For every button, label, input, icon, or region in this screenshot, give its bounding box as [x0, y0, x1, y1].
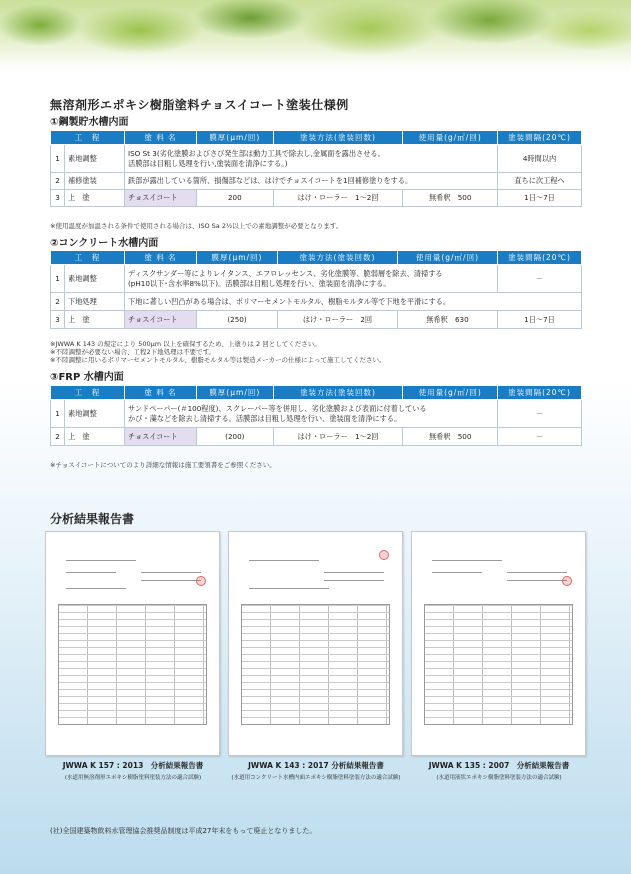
- report-document-thumbnail: [45, 531, 220, 756]
- row-product: チョスイコート: [125, 311, 197, 329]
- report-caption: [216, 760, 416, 781]
- row-num: 2: [51, 293, 65, 311]
- row-process: 上 塗: [65, 311, 125, 329]
- note: ※JWWA K 143 の規定により 500μm 以上を確保するため、上塗りは 2 回としてください。: [50, 340, 321, 348]
- report-caption-title: JWWA K 135 : 2007 分析結果報告書: [428, 761, 570, 770]
- row-amount: 無希釈 500: [403, 190, 498, 207]
- note: ※使用温度が加温される条件で使用される場合は、ISO Sa 2½以上での素地調整が必要となります。: [50, 222, 343, 230]
- spec-table-concrete: [50, 250, 582, 329]
- row-description: 鉄部が露出している箇所、損傷部などは、はけでチョスイコートを1回補修塗りをする。: [125, 173, 498, 190]
- table-row: [51, 145, 582, 173]
- col-amount: 使用量(g/㎡/回): [403, 386, 498, 400]
- row-description: ISO St 3(劣化塗膜およびさび発生部は動力工具で除去し,金属面を露出させる。 活膜部は目粗し処理を行い,塗装面を清浄にする。): [125, 145, 498, 173]
- row-product: チョスイコート: [125, 428, 197, 446]
- row-thickness: (250): [197, 311, 278, 329]
- table-row: [51, 173, 582, 190]
- row-num: 1: [51, 145, 65, 173]
- row-num: 3: [51, 311, 65, 329]
- row-process: 下地処理: [65, 293, 125, 311]
- row-method: はけ・ローラー 1～2回: [273, 428, 403, 446]
- report-caption-title: JWWA K 143 : 2017 分析結果報告書: [248, 761, 384, 770]
- col-interval: 塗装間隔(20℃): [498, 386, 582, 400]
- report-document-thumbnail: [228, 531, 403, 756]
- report-caption: [33, 760, 233, 781]
- col-product: 塗 料 名: [125, 386, 197, 400]
- row-num: 1: [51, 265, 65, 293]
- row-num: 1: [51, 400, 65, 428]
- row-thickness: (200): [197, 428, 274, 446]
- header-foliage-banner: [0, 0, 631, 70]
- row-num: 2: [51, 173, 65, 190]
- report-caption-subtitle: (水道用コンクリート水槽内面エポキシ樹脂塗料塗装方法の適合試験): [231, 775, 401, 781]
- row-process: 素地調整: [65, 400, 125, 428]
- col-thickness: 膜厚(μm/回): [197, 251, 278, 265]
- row-description: 下地に著しい凹凸がある場合は、ポリマーセメントモルタル、樹脂モルタル等で下地を平滑にする。: [125, 293, 582, 311]
- row-num: 2: [51, 428, 65, 446]
- row-amount: 無希釈 630: [397, 311, 497, 329]
- footer-note: (社)全国建築物飲料水管理協会推奨品制度は平成27年末をもって廃止となりました。: [50, 827, 317, 835]
- report-caption-subtitle: (水道用液状エポキシ樹脂塗料塗装方法の適合試験): [436, 775, 562, 781]
- row-interval: 1日～7日: [498, 190, 582, 207]
- table-row: [51, 428, 582, 446]
- row-thickness: 200: [197, 190, 274, 207]
- report-caption-title: JWWA K 157 : 2013 分析結果報告書: [62, 761, 204, 770]
- general-note: ※チョスイコートについてのより詳細な情報は施工要領書をご参照ください。: [50, 461, 276, 469]
- report-section-title: 分析結果報告書: [50, 512, 135, 526]
- col-interval: 塗装間隔(20℃): [498, 131, 582, 145]
- table-row: [51, 190, 582, 207]
- table-row: [51, 293, 582, 311]
- report-caption: [399, 760, 599, 781]
- row-method: はけ・ローラー 2回: [278, 311, 398, 329]
- col-process: 工 程: [51, 131, 125, 145]
- col-method: 塗装方法(塗装回数): [273, 386, 403, 400]
- row-description: サンドペーパー(＃100程度)、スクレーパー等を併用し、劣化塗膜および表面に付着している かび・藻などを除去し清掃する。活膜部は目粗し処理を行い、塗装面を清浄にする。: [125, 400, 498, 428]
- col-product: 塗 料 名: [125, 251, 197, 265]
- note: ※不陸調整が必要ない場合、工程2下地処理は不要です。: [50, 348, 216, 356]
- spec-table-frp: [50, 385, 582, 446]
- col-amount: 使用量(g/㎡/回): [397, 251, 497, 265]
- col-method: 塗装方法(塗装回数): [273, 131, 403, 145]
- col-product: 塗 料 名: [125, 131, 197, 145]
- row-product: チョスイコート: [125, 190, 197, 207]
- row-process: 素地調整: [65, 265, 125, 293]
- row-interval: －: [498, 265, 582, 293]
- col-thickness: 膜厚(μm/回): [197, 131, 274, 145]
- row-process: 上 塗: [65, 190, 125, 207]
- table-header-row: [51, 386, 582, 400]
- row-description: ディスクサンダー等によりレイタンス、エフロレッセンス、劣化塗膜等、脆弱層を除去、清掃する (pH10以下･含水率8%以下)。活膜部は目粗し処理を行い、塗装面を清浄にする。: [125, 265, 498, 293]
- report-document-thumbnail: [411, 531, 586, 756]
- table-row: [51, 311, 582, 329]
- col-method: 塗装方法(塗装回数): [278, 251, 398, 265]
- row-interval: 4時間以内: [498, 145, 582, 173]
- report-caption-subtitle: (水道用無溶剤形エポキシ樹脂塗料塗装方法の適合試験): [64, 775, 202, 781]
- col-interval: 塗装間隔(20℃): [498, 251, 582, 265]
- col-amount: 使用量(g/㎡/回): [403, 131, 498, 145]
- section-title-concrete: ②コンクリート水槽内面: [50, 238, 159, 249]
- row-interval: －: [498, 428, 582, 446]
- row-interval: 直ちに次工程へ: [498, 173, 582, 190]
- row-num: 3: [51, 190, 65, 207]
- row-method: はけ・ローラー 1～2回: [273, 190, 403, 207]
- row-amount: 無希釈 500: [403, 428, 498, 446]
- row-interval: －: [498, 400, 582, 428]
- row-process: 素地調整: [65, 145, 125, 173]
- table-header-row: [51, 251, 582, 265]
- section-title-steel: ①鋼製貯水槽内面: [50, 117, 129, 128]
- page-title: 無溶剤形エポキシ樹脂塗料チョスイコート塗装仕様例: [50, 98, 349, 112]
- table-row: [51, 400, 582, 428]
- row-interval: 1日～7日: [498, 311, 582, 329]
- col-thickness: 膜厚(μm/回): [197, 386, 274, 400]
- row-process: 補修塗装: [65, 173, 125, 190]
- col-process: 工 程: [51, 251, 125, 265]
- note: ※不陸調整に用いるポリマーセメントモルタル、樹脂モルタル等は製造メーカーの仕様によって施工してください。: [50, 356, 386, 364]
- row-process: 上 塗: [65, 428, 125, 446]
- col-process: 工 程: [51, 386, 125, 400]
- table-row: [51, 265, 582, 293]
- spec-table-steel: [50, 130, 582, 207]
- section-title-frp: ③FRP 水槽内面: [50, 372, 124, 383]
- table-header-row: [51, 131, 582, 145]
